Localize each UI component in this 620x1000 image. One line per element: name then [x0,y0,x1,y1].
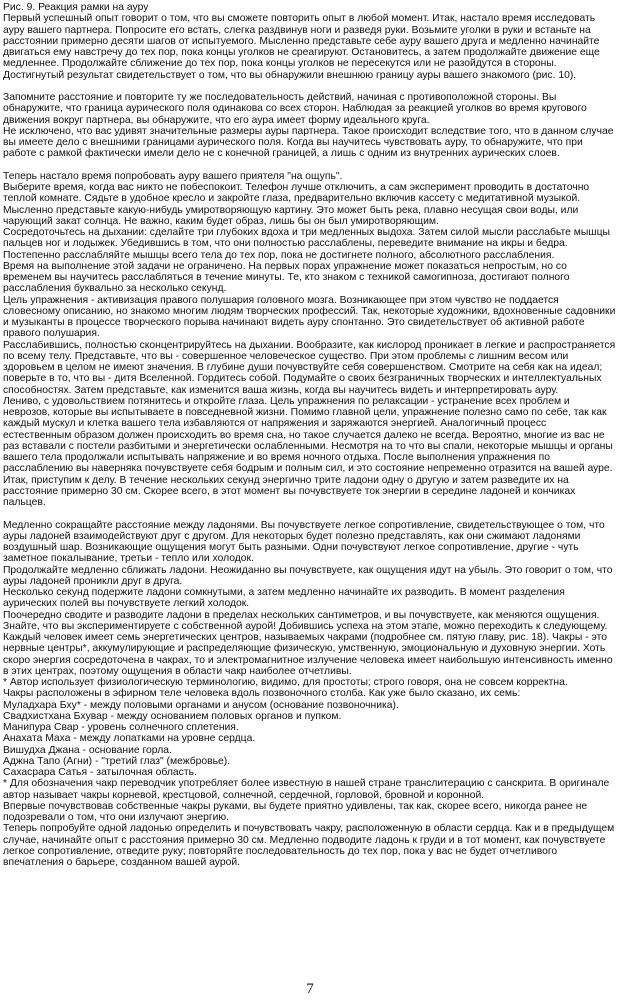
paragraph: Аджна Тапо (Агни) - "третий глаз" (межбровье). [3,755,231,767]
paragraph: Первый успешный опыт говорит о том, что вы сможете повторить опыт в любой момент. Итак, настало время исследовать ауру вашего партнера. Попросите его встать, слегка раздвинув ноги и разведя руки. Возьмите уголки в руки и встаньте на расстоянии примерно десяти шагов от испытуемого. Мысленно представьте себе ауру вашего друга и медленно начинайте двигаться ему навстречу до тех пор, пока концы уголков не среагируют. Остановитесь, а затем продолжайте движение еще медленнее. Продолжайте сближение до тех пор, пока концы уголков не пересекутся или не разойдутся в стороны. Достигнутый результат свидетельствует о том, что вы обнаружили внешнюю границу ауры вашего знакомого (рис. 10). [3,13,600,81]
paragraph: Расслабившись, полностью сконцентрируйтесь на дыхании. Вообразите, как кислород проникает в легкие и распространяется по всему телу. Представьте, что вы - совершенное человеческое существо. При этом проблемы с лишним весом или здоровьем в целом не имеют значения. В глубине души почувствуйте себя совершенством. Смотрите на себя как на идеал; поверьте в то, что вы - дитя Вселенной. Гордитесь собой. Подумайте о своих безграничных творческих и интеллектуальных способностях. Затем представьте, как изменится ваша жизнь, когда вы научитесь видеть и интерпретировать ауру. [3,339,616,396]
paragraph: Вишудха Джана - основание горла. [3,744,172,756]
paragraph: Время на выполнение этой задачи не ограничено. На первых порах упражнение может показаться непростым, но со временем вы научитесь расслабляться в течение минуты. Те, кто знаком с техникой самогипноза, достигают полного расслабления буквально за несколько секунд. [3,260,570,295]
paragraph: Теперь попробуйте одной ладонью определить и почувствовать чакру, расположенную в области сердца. Как и в предыдущем случае, начинайте опыт с расстояния примерно 30 см. Медленно подводите ладонь к груди и в тот момент, как почувствуете легкое сопротивление, отведите руку; повторяйте последовательность до тех пор, пока у вас не будет отчетливого впечатления о барьере, созданном вашей аурой. [3,823,615,868]
paragraph: Итак, приступим к делу. В течение нескольких секунд энергично трите ладони одну о другую и затем разведите их на расстояние примерно 30 см. Скорее всего, в этот момент вы почувствуете ток энергии в середине ладоней и кончиках пальцев. [3,474,576,508]
paragraph: Выберите время, когда вас никто не побеспокоит. Телефон лучше отключить, а сам эксперимент проводить в достаточно теплой комнате. Сядьте в удобное кресло и закройте глаза, предварительно включив кассету с медитативной музыкой. Мысленно представьте какую-нибудь умиротворяющую картину. Это может быть река, плавно несущая свои воды, или чарующий закат солнца. Не важно, каким будет образ, лишь бы он был умиротворяющим. [3,182,590,227]
paragraph: Медленно сокращайте расстояние между ладонями. Вы почувствуете легкое сопротивление, свидетельствующее о том, что ауры ладоней взаимодействуют друг с другом. Для некоторых будет полезно представлять, как они сжимают ладонями воздушный шар. Возникающие ощущения могут быть разными. Одни почувствуют легкое сопротивление, другие - чуть заметное покалывание, третьи - тепло или холодок. [3,519,605,565]
document-page [3,2,617,987]
paragraph: Свадхистхана Бхувар - между основанием половых органов и пупком. [3,710,342,722]
paragraph: Поочередно сводите и разводите ладони в пределах нескольких сантиметров, и вы почувствуете, как меняются ощущения. Знайте, что вы экспериментируете с собственной аурой! Добившись успеха на этом этапе, можно переходить к следующему. [3,609,608,632]
paragraph: Теперь настало время попробовать ауру вашего приятеля "на ощупь". [3,170,343,182]
paragraph: Сосредоточьтесь на дыхании: сделайте три глубоких вдоха и три медленных выдоха. Затем силой мысли расслабьте мышцы пальцев ног и лодыжек. Убедившись в том, что они полностью расслаблены, переведите внимание на икры и бедра. Постепенно расслабляйте мышцы всего тела до тех пор, пока не достигнете полного, абсолютного расслабления. [3,227,610,261]
paragraph: Запомните расстояние и повторите ту же последовательность действий, начиная с противоположной стороны. Вы обнаружите, что граница аурического поля одинакова со всех сторон. Наблюдая за реакцией уголков во время кругового движения вокруг партнера, вы обнаружите, что его аура имеет форму идеального круга. [3,92,587,126]
paragraph: * Автор использует физиологическую терминологию, видимо, для простоты; строго говоря, она не совсем корректна. [3,677,568,688]
page-number: 7 [306,981,314,997]
paragraph-container [3,2,617,868]
paragraph: Впервые почувствовав собственные чакры руками, вы будете приятно удивлены, так как, скорее всего, никогда ранее не подозревали о том, что они излучают энергию. [3,800,588,823]
paragraph: Рис. 9. Реакция рамки на ауру [3,2,149,13]
paragraph: * Для обозначения чакр переводчик употребляет более известную в нашей стране транслитерацию с санскрита. В оригинале автор называет чакры корневой, крестцовой, солнечной, сердечной, горловой, бровной и коронной. [3,778,610,801]
paragraph: Не исключено, что вас удивят значительные размеры ауры партнера. Такое происходит вследствие того, что в данном случае вы имеете дело с внешними границами аурического поля. Когда вы научитесь чувствовать ауру, то обнаружите, что при работе с рамкой фактически имели дело не с конечной границей, а лишь с одним из внутренних аурических слоев. [3,125,614,160]
paragraph: Манипура Свар - уровень солнечного сплетения. [3,722,239,733]
paragraph: Несколько секунд подержите ладони сомкнутыми, а затем медленно начинайте их разводить. В момент разделения аурических полей вы почувствуете легкий холодок. [3,587,565,610]
paragraph: Чакры расположены в эфирном теле человека вдоль позвоночного столба. Как уже было сказано, их семь: [3,688,521,700]
paragraph: Лениво, с удовольствием потянитесь и откройте глаза. Цель упражнения по релаксации - устранение всех проблем и неврозов, которые вы испытываете в повседневной жизни. Помимо главной цели, упражнение полезно само по себе, так как каждый мускул и клетка вашего тела избавляются от напряжения и заряжаются энергией. Аналогичный процесс естественным образом должен происходить во время сна, но такое случается далеко не всегда. Вероятно, многие из вас не раз вставали с постели разбитыми и энергетически ослабленными. Несмотря на то что вы спали, некоторые мышцы и органы вашего тела продолжали испытывать напряжение и во время ночного отдыха. После выполнения упражнения по расслаблению вы наверняка почувствуете себя бодрым и полным сил, и это состояние непременно отразится на вашей ауре. [3,395,613,475]
paragraph: Каждый человек имеет семь энергетических центров, называемых чакрами (подробнее см. пятую главу, рис. 18). Чакры - это нервные центры*, аккумулирующие и распределяющие физическую, умственную, эмоциональную и духовную энергии. Хоть скоро энергия сосредоточена в чакрах, то и электромагнитное излучение человека имеет наибольшую интенсивность именно в этих центрах, поэтому ощущения в области чакр наиболее отчетливы. [3,632,613,677]
paragraph: Анахата Маха - между лопатками на уровне сердца. [3,733,256,745]
paragraph: Продолжайте медленно сближать ладони. Неожиданно вы почувствуете, как ощущения идут на убыль. Это говорит о том, что ауры ладоней проникли друг в друга. [3,564,613,587]
paragraph: Муладхара Бху* - между половыми органами и анусом (основание позвоночника). [3,699,399,711]
paragraph: Цель упражнения - активизация правого полушария головного мозга. Возникающее при этом чувство не поддается словесному описанию, но знакомо многим людям творческих профессий. Так, некоторые художники, вдохновенные садовники и музыканты в процессе творческого порыва начинают видеть ауру спонтанно. Это свидетельствует об активной работе правого полушария. [3,294,616,340]
paragraph: Сахасрара Сатья - затылочная область. [3,767,197,778]
